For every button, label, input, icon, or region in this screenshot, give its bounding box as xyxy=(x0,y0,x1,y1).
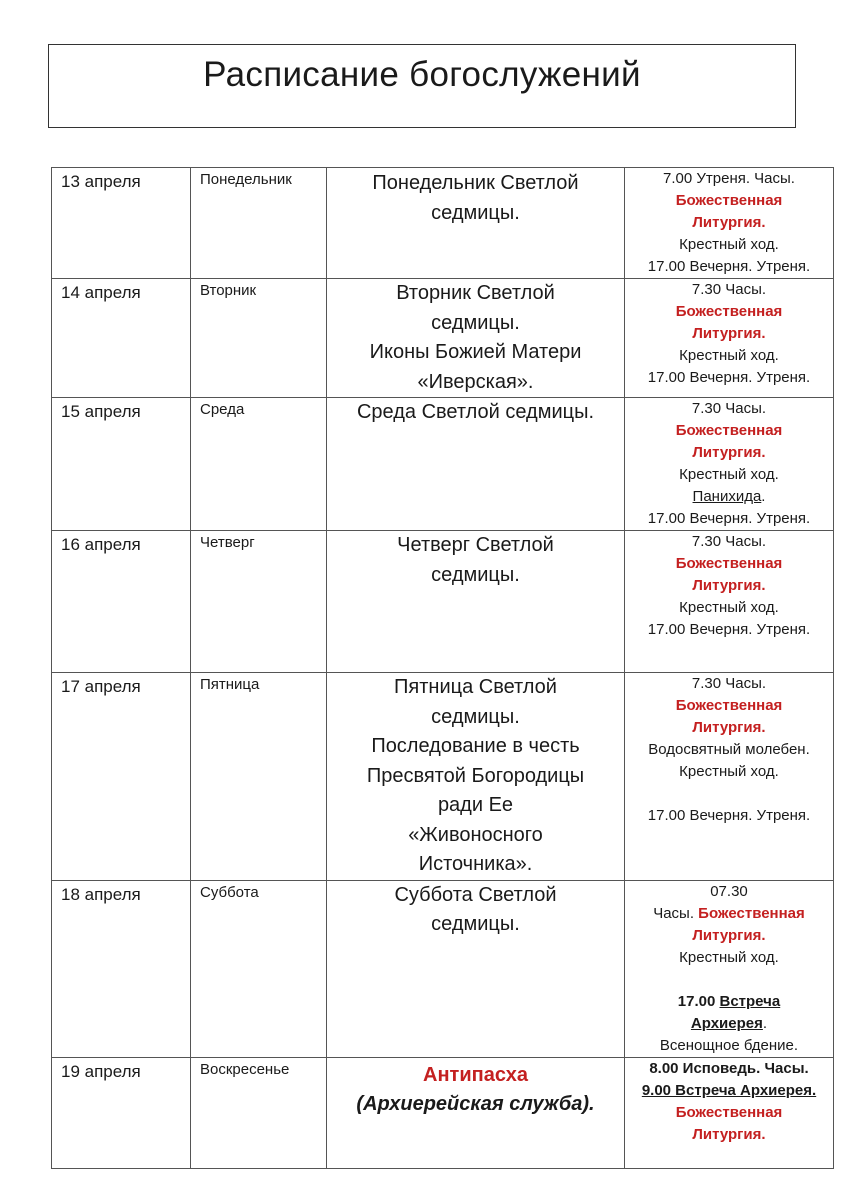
service-line: 17.00 Вечерня. Утреня. xyxy=(647,258,811,275)
date-cell: 16 апреля xyxy=(52,531,191,673)
spacer xyxy=(627,969,831,991)
schedule-table xyxy=(51,167,834,1169)
service-line: 17.00 Вечерня. Утреня. xyxy=(647,510,811,527)
service-line: 7.30 Часы. xyxy=(691,533,767,550)
feast-line: Суббота Светлой xyxy=(394,883,557,906)
liturgy-label: Божественная xyxy=(675,1103,783,1121)
date-cell: 13 апреля xyxy=(52,168,191,279)
table-row xyxy=(52,880,834,1057)
feast-line: Источника». xyxy=(418,853,533,875)
date-cell: 17 апреля xyxy=(52,673,191,881)
weekday-cell: Суббота xyxy=(191,880,327,1057)
service-line: 17.00 Вечерня. Утреня. xyxy=(647,621,811,638)
service-line: Крестный ход. xyxy=(679,236,779,253)
bishop-period: . xyxy=(762,1014,768,1032)
feast-line: Среда Светлой седмицы. xyxy=(356,401,595,423)
liturgy-label: Литургия. xyxy=(692,444,766,461)
feast-cell xyxy=(327,880,625,1057)
liturgy-label: Божественная xyxy=(675,697,783,714)
liturgy-label: Божественная xyxy=(675,303,783,320)
feast-cell xyxy=(327,398,625,531)
service-line: 7.30 Часы. xyxy=(691,281,767,298)
bishop-label: Архиерея xyxy=(690,1014,763,1032)
liturgy-label: Божественная xyxy=(675,422,783,439)
services-cell xyxy=(625,673,834,881)
feast-line: ради Ее xyxy=(437,794,514,816)
title-box xyxy=(48,44,796,128)
feast-line: седмицы. xyxy=(431,311,520,334)
feast-line: «Иверская». xyxy=(417,370,534,393)
services-cell xyxy=(625,531,834,673)
feast-line: седмицы. xyxy=(431,705,520,728)
table-row xyxy=(52,279,834,398)
antipascha-title: Антипасха xyxy=(423,1063,528,1086)
liturgy-label: Литургия. xyxy=(692,577,766,594)
service-line: 7.00 Утреня. Часы. xyxy=(663,170,795,187)
weekday-cell: Вторник xyxy=(191,279,327,398)
bishop-service-note: (Архиерейская служба). xyxy=(356,1093,595,1115)
feast-cell xyxy=(327,531,625,673)
service-line: 8.00 Исповедь. Часы. xyxy=(649,1059,809,1077)
liturgy-label: Божественная xyxy=(675,192,783,209)
weekday-cell: Среда xyxy=(191,398,327,531)
weekday-cell: Понедельник xyxy=(191,168,327,279)
service-line xyxy=(627,991,831,1013)
table-row xyxy=(52,398,834,531)
feast-line: Иконы Божией Матери xyxy=(369,341,582,363)
service-line: 17.00 Вечерня. Утреня. xyxy=(647,369,811,386)
date-cell: 14 апреля xyxy=(52,279,191,398)
spacer xyxy=(627,783,831,805)
date-cell: 15 апреля xyxy=(52,398,191,531)
feast-line: Пятница Светлой xyxy=(394,676,557,698)
panikhida-period: . xyxy=(761,488,766,505)
service-line: 07.30 xyxy=(710,882,748,900)
feast-line: «Живоносного xyxy=(408,823,543,846)
feast-cell xyxy=(327,279,625,398)
liturgy-label: Литургия. xyxy=(692,325,766,342)
service-line: Всенощное бдение. xyxy=(659,1036,799,1054)
hours-label: Часы. xyxy=(653,904,694,922)
service-line xyxy=(627,1013,831,1035)
panikhida-label: Панихида xyxy=(692,488,762,505)
services-cell xyxy=(625,1057,834,1168)
bishop-meeting-label: Встреча xyxy=(719,992,781,1010)
service-line xyxy=(627,903,831,925)
table-row xyxy=(52,531,834,673)
feast-line: Четверг Светлой xyxy=(397,534,554,556)
feast-line: Пресвятой Богородицы xyxy=(366,764,585,787)
date-cell: 18 апреля xyxy=(52,880,191,1057)
weekday-cell: Четверг xyxy=(191,531,327,673)
service-line: Крестный ход. xyxy=(679,347,779,364)
services-cell xyxy=(625,279,834,398)
date-cell: 19 апреля xyxy=(52,1057,191,1168)
liturgy-label: Божественная xyxy=(675,555,783,572)
table-row xyxy=(52,673,834,881)
services-cell xyxy=(625,880,834,1057)
service-line xyxy=(627,486,831,508)
services-cell xyxy=(625,398,834,531)
service-line: 9.00 Встреча Архиерея. xyxy=(641,1081,817,1099)
service-line: Крестный ход. xyxy=(679,763,779,780)
liturgy-label: Литургия. xyxy=(692,926,766,944)
liturgy-label: Божественная xyxy=(698,904,805,922)
services-cell xyxy=(625,168,834,279)
page-title: Расписание богослужений xyxy=(203,55,641,94)
table-row xyxy=(52,168,834,279)
feast-line: седмицы. xyxy=(431,201,520,224)
service-line: Крестный ход. xyxy=(679,948,779,966)
feast-line: Последование в честь xyxy=(371,735,580,757)
service-line: 17.00 Вечерня. Утреня. xyxy=(647,807,811,824)
feast-cell xyxy=(327,168,625,279)
weekday-cell: Пятница xyxy=(191,673,327,881)
service-line: Крестный ход. xyxy=(679,599,779,616)
feast-line: седмицы. xyxy=(431,563,520,586)
feast-cell xyxy=(327,1057,625,1168)
service-line: 7.30 Часы. xyxy=(691,675,767,692)
service-line: 7.30 Часы. xyxy=(691,400,767,417)
feast-cell xyxy=(327,673,625,881)
time-label: 17.00 xyxy=(677,992,716,1010)
feast-line: Понедельник Светлой xyxy=(372,172,579,194)
table-row xyxy=(52,1057,834,1168)
feast-line: седмицы. xyxy=(431,913,520,935)
liturgy-label: Литургия. xyxy=(692,1125,766,1143)
feast-line: Вторник Светлой xyxy=(396,282,555,304)
service-line: Водосвятный молебен. xyxy=(648,741,810,758)
weekday-cell: Воскресенье xyxy=(191,1057,327,1168)
liturgy-label: Литургия. xyxy=(692,719,766,736)
liturgy-label: Литургия. xyxy=(692,214,766,231)
service-line: Крестный ход. xyxy=(679,466,779,483)
